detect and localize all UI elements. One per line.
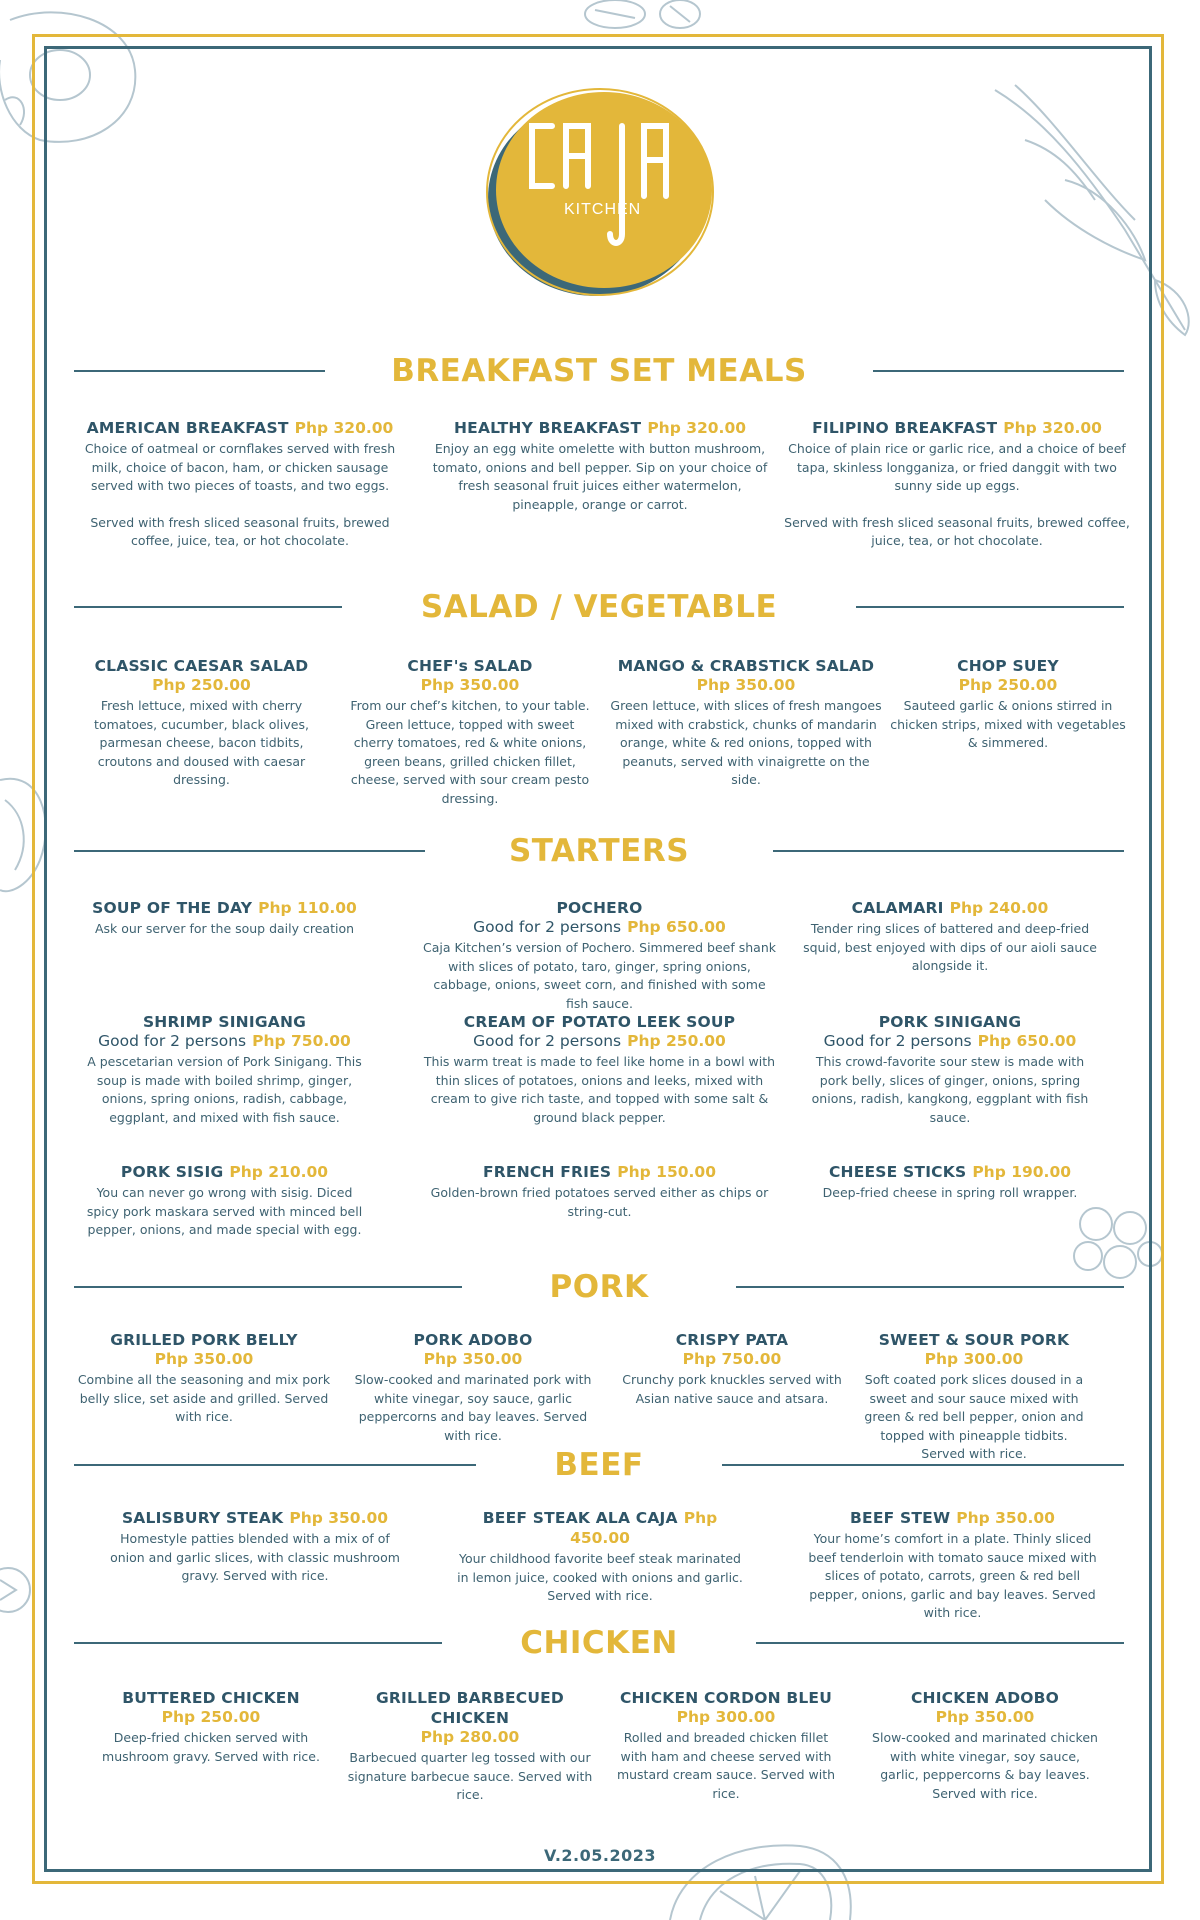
menu-item-name: CHICKEN ADOBO xyxy=(910,1689,1060,1707)
menu-item-description: You can never go wrong with sisig. Diced spicy pork maskara served with minced bell pepper, onions, and made special with egg. xyxy=(86,1185,363,1237)
menu-item-name: CLASSIC CAESAR SALAD xyxy=(94,657,309,675)
section-title: BEEF xyxy=(532,1447,665,1483)
menu-item xyxy=(800,1012,1100,1127)
menu-item-description: This crowd-favorite sour stew is made with pork belly, slices of ginger, onions, spring onions, radish, kangkong, eggplant with fish sauce. xyxy=(811,1054,1089,1125)
menu-item xyxy=(70,418,410,551)
menu-item-description: Your home’s comfort in a plate. Thinly sliced beef tenderloin with tomato sauce mixed with slices of potato, carrots, green & red bell pepper, onions, garlic and bay leaves. Served with rice. xyxy=(808,1531,1097,1620)
menu-item-description: Your childhood favorite beef steak marinated in lemon juice, cooked with onions and garlic. Served with rice. xyxy=(457,1551,743,1603)
menu-item xyxy=(110,1508,400,1586)
menu-item xyxy=(455,1508,745,1606)
menu-item-name: SHRIMP SINIGANG xyxy=(142,1013,307,1031)
menu-item-serving-note: Good for 2 persons xyxy=(473,918,622,936)
menu-item xyxy=(608,656,884,790)
menu-item-price: Php 320.00 xyxy=(294,419,394,437)
menu-item-price: Php 350.00 xyxy=(696,676,796,694)
menu-item xyxy=(348,1330,598,1445)
menu-item-price: Php 350.00 xyxy=(423,1350,523,1368)
menu-item-price: Php 320.00 xyxy=(1003,419,1102,437)
menu-item-name: BUTTERED CHICKEN xyxy=(122,1689,300,1707)
menu-item xyxy=(782,418,1132,551)
menu-item-name: HEALTHY BREAKFAST xyxy=(453,419,642,437)
menu-item-price: Php 210.00 xyxy=(229,1163,329,1181)
menu-item-price: Php 300.00 xyxy=(676,1708,776,1726)
menu-item-name: BEEF STEAK ALA CAJA xyxy=(482,1509,678,1527)
menu-item-price: Php 240.00 xyxy=(949,899,1049,917)
section-title: CHICKEN xyxy=(498,1625,700,1661)
section-title: SALAD / VEGETABLE xyxy=(399,589,799,625)
menu-item-extra-description: Served with fresh sliced seasonal fruits, brewed coffee, juice, tea, or hot chocolate. xyxy=(784,514,1130,548)
menu-item-description: Rolled and breaded chicken fillet with ham and cheese served with mustard cream sauce. Served with rice. xyxy=(616,1730,836,1801)
menu-item-name: CHEESE STICKS xyxy=(828,1163,967,1181)
menu-item xyxy=(870,1688,1100,1803)
section-header xyxy=(74,1264,1124,1310)
menu-item-description: Crunchy pork knuckles served with Asian native sauce and atsara. xyxy=(622,1372,842,1406)
menu-item-description: Soft coated pork slices doused in a sweet and sour sauce mixed with green & red bell pepper, onion and topped with pineapple tidbits. Served with rice. xyxy=(864,1372,1084,1461)
menu-item-name: FRENCH FRIES xyxy=(483,1163,612,1181)
section-header xyxy=(74,1442,1124,1488)
menu-item xyxy=(82,1162,367,1240)
menu-item-description: Caja Kitchen’s version of Pochero. Simmered beef shank with slices of potato, taro, ginger, spring onions, cabbage, onions, sweet corn, and finished with some fish sauce. xyxy=(422,940,777,1011)
menu-item-price: Php 190.00 xyxy=(972,1163,1072,1181)
menu-item-description: Deep-fried cheese in spring roll wrapper. xyxy=(822,1185,1078,1200)
logo-sub-text: KITCHEN xyxy=(564,201,642,218)
menu-item-serving-note: Good for 2 persons xyxy=(823,1032,972,1050)
menu-item-description: Choice of plain rice or garlic rice, and a choice of beef tapa, skinless longganiza, or fried danggit with two sunny side up eggs. xyxy=(788,441,1126,493)
menu-item xyxy=(800,1162,1100,1203)
menu-item-description: From our chef’s kitchen, to your table. Green lettuce, topped with sweet cherry tomatoes, red & white onions, green beans, grilled chicken fillet, cheese, served with sour cream pesto dressing. xyxy=(350,698,590,806)
menu-item-description: Tender ring slices of battered and deep-fried squid, best enjoyed with dips of our aioli sauce alongside it. xyxy=(803,921,1097,973)
menu-item-price: Php 650.00 xyxy=(627,918,726,936)
menu-item-name: MANGO & CRABSTICK SALAD xyxy=(617,657,875,675)
menu-item-price: Php 320.00 xyxy=(647,419,747,437)
menu-item-name: SWEET & SOUR PORK xyxy=(878,1331,1070,1349)
section-header xyxy=(74,1620,1124,1666)
menu-item-description: Choice of oatmeal or cornflakes served with fresh milk, choice of bacon, ham, or chicken sausage served with two pieces of toasts, and two eggs. xyxy=(84,441,396,493)
menu-item-description: A pescetarian version of Pork Sinigang. This soup is made with boiled shrimp, ginger, onions, spring onions, radish, cabbage, eggplant, and mixed with fish sauce. xyxy=(87,1054,362,1125)
menu-item xyxy=(422,1162,777,1221)
menu-item-description: Slow-cooked and marinated pork with white vinegar, soy sauce, garlic peppercorns and bay leaves. Served with rice. xyxy=(354,1372,592,1443)
menu-item-price: Php 250.00 xyxy=(161,1708,261,1726)
menu-item-price: Php 350.00 xyxy=(956,1509,1055,1527)
menu-item xyxy=(82,1012,367,1127)
menu-item-price: Php 300.00 xyxy=(924,1350,1024,1368)
menu-item-price: Php 110.00 xyxy=(258,899,357,917)
menu-item-price: Php 250.00 xyxy=(627,1032,726,1050)
menu-item-name: SOUP OF THE DAY xyxy=(92,899,253,917)
menu-item-description: Ask our server for the soup daily creation xyxy=(94,921,355,936)
menu-item-price: Php 750.00 xyxy=(682,1350,782,1368)
menu-item-description: Sauteed garlic & onions stirred in chicken strips, mixed with vegetables & simmered. xyxy=(890,698,1126,750)
tomato-doodle-icon xyxy=(0,1560,36,1620)
menu-item xyxy=(80,656,323,790)
menu-item-name: GRILLED BARBECUED CHICKEN xyxy=(376,1689,564,1727)
menu-item-extra-description: Served with fresh sliced seasonal fruits, brewed coffee, juice, tea, or hot chocolate. xyxy=(90,514,390,548)
caja-kitchen-logo xyxy=(484,86,716,302)
menu-item-price: Php 280.00 xyxy=(420,1728,520,1746)
menu-item-name: CRISPY PATA xyxy=(675,1331,789,1349)
menu-item-price: Php 350.00 xyxy=(289,1509,389,1527)
menu-item-description: Combine all the seasoning and mix pork belly slice, set aside and grilled. Served with rice. xyxy=(77,1372,331,1424)
menu-item xyxy=(345,656,595,808)
menu-item xyxy=(96,1688,326,1766)
menu-item-description: Slow-cooked and marinated chicken with white vinegar, soy sauce, garlic, peppercorns & bay leaves. Served with rice. xyxy=(872,1730,1098,1801)
menu-item-description: This warm treat is made to feel like home in a bowl with thin slices of potatoes, onions and leeks, mixed with cream to give rich taste, and topped with some salt & ground black pepper. xyxy=(423,1054,776,1125)
menu-item xyxy=(82,898,367,939)
menu-item-price: Php 650.00 xyxy=(977,1032,1077,1050)
menu-item xyxy=(70,1330,338,1427)
section-header xyxy=(74,584,1124,630)
section-title: STARTERS xyxy=(487,833,711,869)
menu-item-name: CHOP SUEY xyxy=(957,657,1059,675)
menu-item-name: PORK SINIGANG xyxy=(878,1013,1022,1031)
menu-item-description: Enjoy an egg white omelette with button mushroom, tomato, onions and bell pepper. Sip on your choice of fresh seasonal fruit juices either watermelon, pineapple, orange or carrot. xyxy=(432,441,768,512)
nuts-doodle-icon xyxy=(580,0,710,34)
menu-item-description: Green lettuce, with slices of fresh mangoes mixed with crabstick, chunks of mandarin orange, white & red onions, topped with peanuts, served with vinaigrette on the side. xyxy=(610,698,882,787)
section-header xyxy=(74,828,1124,874)
menu-item-name: CHICKEN CORDON BLEU xyxy=(619,1689,833,1707)
menu-item-name: PORK SISIG xyxy=(120,1163,224,1181)
menu-item xyxy=(335,1688,605,1805)
menu-item-name: POCHERO xyxy=(556,899,643,917)
menu-item-description: Barbecued quarter leg tossed with our signature barbecue sauce. Served with rice. xyxy=(347,1750,593,1802)
menu-item xyxy=(612,1688,840,1803)
menu-item-price: Php 350.00 xyxy=(154,1350,254,1368)
menu-item-name: CHEF's SALAD xyxy=(407,657,533,675)
menu-item-name: SALISBURY STEAK xyxy=(121,1509,284,1527)
menu-item-name: GRILLED PORK BELLY xyxy=(110,1331,298,1349)
menu-item-name: AMERICAN BREAKFAST xyxy=(86,419,289,437)
menu-item xyxy=(612,1330,852,1408)
menu-item-price: Php 350.00 xyxy=(935,1708,1035,1726)
menu-item-description: Deep-fried chicken served with mushroom gravy. Served with rice. xyxy=(102,1730,320,1764)
menu-item xyxy=(422,898,777,1013)
menu-item-price: Php 750.00 xyxy=(252,1032,351,1050)
menu-item xyxy=(800,1508,1105,1623)
menu-item-price: Php 450.00 xyxy=(570,1509,718,1547)
menu-item-name: PORK ADOBO xyxy=(413,1331,533,1349)
menu-item-name: BEEF STEW xyxy=(850,1509,951,1527)
menu-item xyxy=(425,418,775,514)
menu-item xyxy=(800,898,1100,976)
menu-item-description: Golden-brown fried potatoes served either as chips or string-cut. xyxy=(430,1185,769,1219)
menu-version: V.2.05.2023 xyxy=(544,1846,656,1865)
menu-item-price: Php 250.00 xyxy=(152,676,251,694)
menu-item-price: Php 250.00 xyxy=(958,676,1058,694)
menu-item-name: FILIPINO BREAKFAST xyxy=(812,419,998,437)
menu-item-name: CALAMARI xyxy=(851,899,944,917)
menu-item-price: Php 350.00 xyxy=(420,676,520,694)
menu-item-name: CREAM OF POTATO LEEK SOUP xyxy=(463,1013,736,1031)
menu-item-serving-note: Good for 2 persons xyxy=(98,1032,247,1050)
menu-item xyxy=(888,656,1128,753)
section-title: PORK xyxy=(528,1269,671,1305)
menu-item-price: Php 150.00 xyxy=(617,1163,716,1181)
menu-item-description: Fresh lettuce, mixed with cherry tomatoes, cucumber, black olives, parmesan cheese, bacon tidbits, croutons and doused with caesar dressing. xyxy=(94,698,309,787)
menu-item-description: Homestyle patties blended with a mix of of onion and garlic slices, with classic mushroom gravy. Served with rice. xyxy=(110,1531,400,1583)
menu-item-serving-note: Good for 2 persons xyxy=(473,1032,622,1050)
section-title: BREAKFAST SET MEALS xyxy=(369,353,829,389)
menu-item xyxy=(422,1012,777,1127)
section-header xyxy=(74,348,1124,394)
